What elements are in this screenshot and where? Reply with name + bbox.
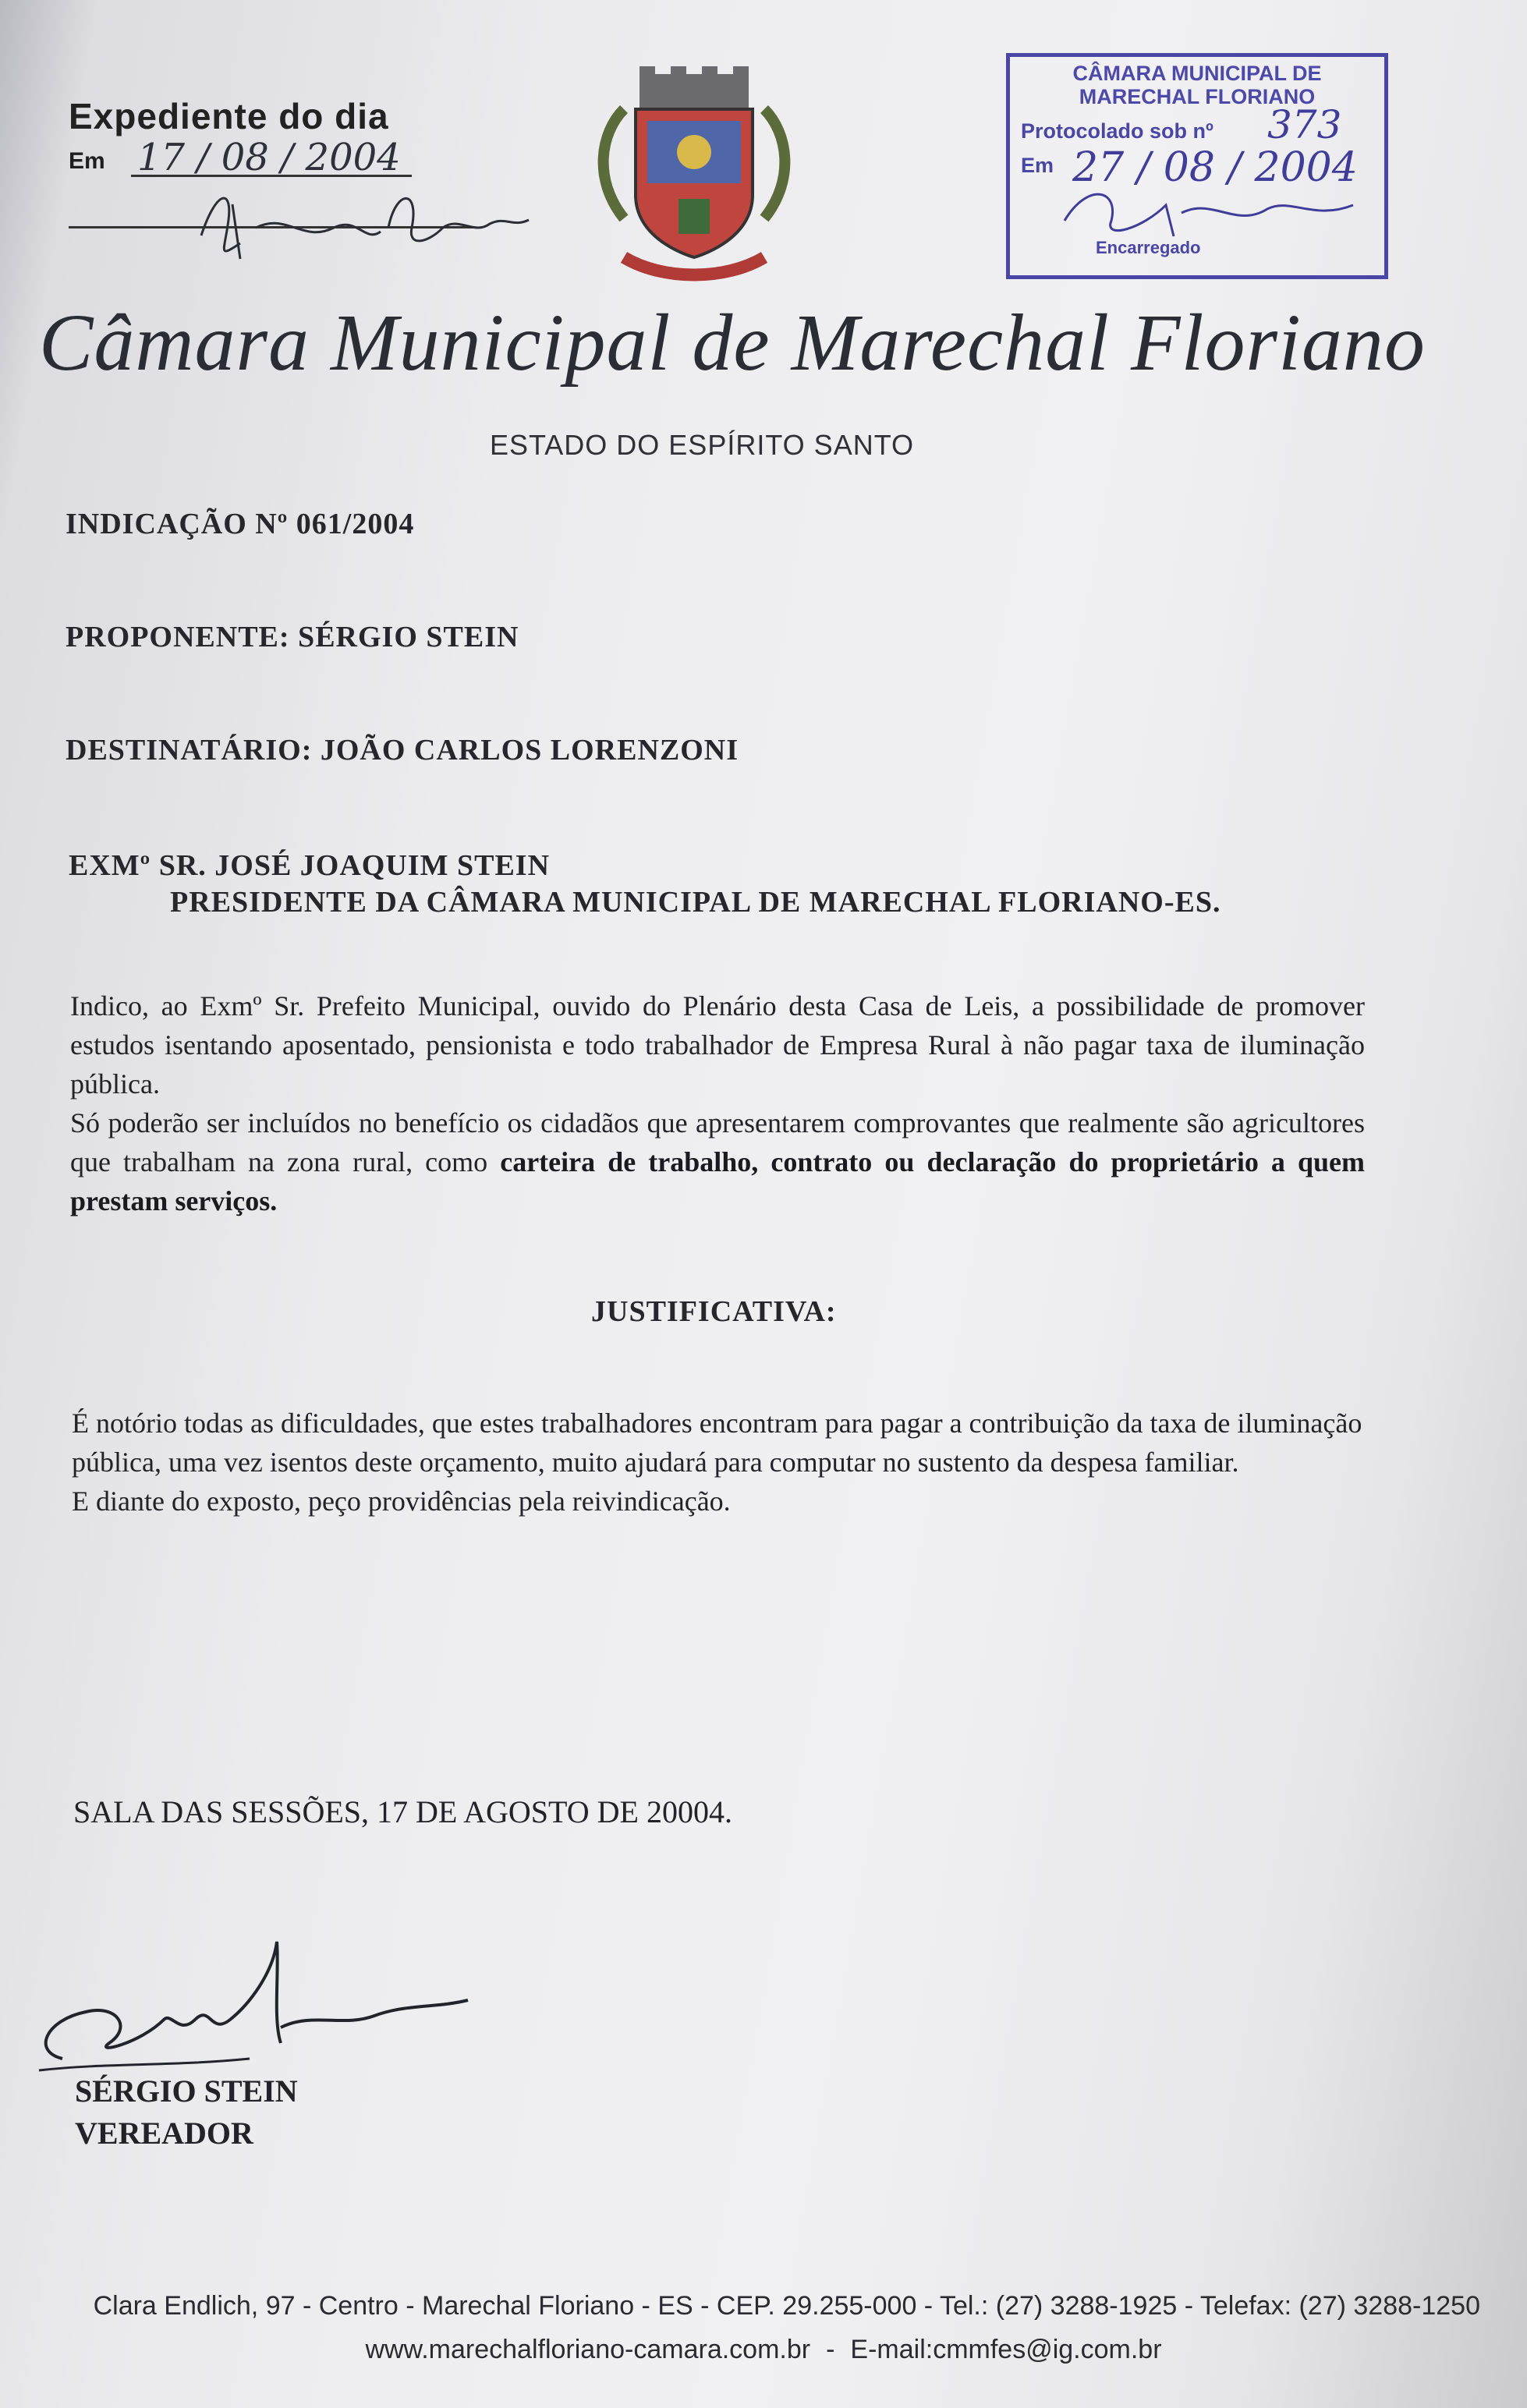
body-paragraph-2 [70,1103,1365,1220]
body-paragraph-1: Indico, ao Exmº Sr. Prefeito Municipal, ouvido do Plenário desta Casa de Leis, a possibilidade de promover estudos isentando aposentado, pensionista e todo trabalhador de Empresa Rural à não pagar taxa de iluminação pública. [70,990,1365,1100]
protocol-signature [1057,174,1369,244]
footer-address: Clara Endlich, 97 - Centro - Marechal Floriano - ES - CEP. 29.255-000 - Tel.: (27) 3288-1925 - Telefax: (27) 3288-1250 [93,2291,1480,2321]
indication-number: INDICAÇÃO Nº 061/2004 [66,508,415,540]
expediente-signature [186,173,544,267]
recipient-line: DESTINATÁRIO: JOÃO CARLOS LORENZONI [66,734,739,767]
protocol-header-line1: CÂMARA MUNICIPAL DE [1072,62,1322,85]
signer-title: VEREADOR [75,2116,253,2151]
justification-paragraph-1: É notório todas as dificuldades, que estes trabalhadores encontram para pagar a contribuição da taxa de iluminação pública, uma vez isentos deste orçamento, muito ajudará para computar no sustento da despesa familiar. [72,1408,1362,1478]
footer-email: E-mail:cmmfes@ig.com.br [850,2335,1162,2364]
protocol-header [1010,62,1384,108]
footer-separator: - [826,2335,835,2364]
expediente-stamp [69,87,474,243]
justification-body [72,1404,1374,1521]
protocol-stamp [1006,53,1388,279]
protocol-date: 27 / 08 / 2004 [1072,144,1358,191]
chamber-name-title: Câmara Municipal de Marechal Floriano [39,298,1426,388]
justification-paragraph-2: E diante do exposto, peço providências pela reivindicação. [72,1486,731,1517]
footer-contact [0,2335,1527,2365]
protocol-number: 373 [1267,102,1342,147]
expediente-date: 17 / 08 / 2004 [137,136,401,179]
state-subtitle: ESTADO DO ESPÍRITO SANTO [489,429,915,461]
session-date-line: SALA DAS SESSÕES, 17 DE AGOSTO DE 20004. [73,1794,732,1829]
salutation-name: EXMº SR. JOSÉ JOAQUIM STEIN [69,849,551,882]
body-paragraph-2-text: Só poderão ser incluídos no benefício os cidadãos que apresentarem comprovantes que realmente são agricultores que trabalham na zona rural, como [70,1107,1365,1177]
handwritten-signature [16,1926,484,2082]
body-paragraph-2-bold: carteira de trabalho, contrato ou declaração do proprietário a quem prestam serviços. [70,1146,1366,1216]
protocol-em-label: Em [1021,154,1054,177]
signer-name: SÉRGIO STEIN [75,2073,298,2109]
protocol-label: Protocolado sob nº [1021,119,1213,143]
expediente-title: Expediente do dia [69,96,389,136]
protocol-footer: Encarregado [1096,238,1201,257]
proponent-line: PROPONENTE: SÉRGIO STEIN [66,621,519,653]
salutation-title: PRESIDENTE DA CÂMARA MUNICIPAL DE MARECHAL FLORIANO-ES. [170,886,1221,919]
indication-body [70,986,1365,1220]
justification-heading: JUSTIFICATIVA: [591,1295,837,1328]
coat-of-arms-emblem [593,62,795,289]
expediente-em-label: Em [69,148,105,174]
protocol-header-line2: MARECHAL FLORIANO [1079,85,1316,108]
footer-website: www.marechalfloriano-camara.com.br [365,2335,811,2364]
